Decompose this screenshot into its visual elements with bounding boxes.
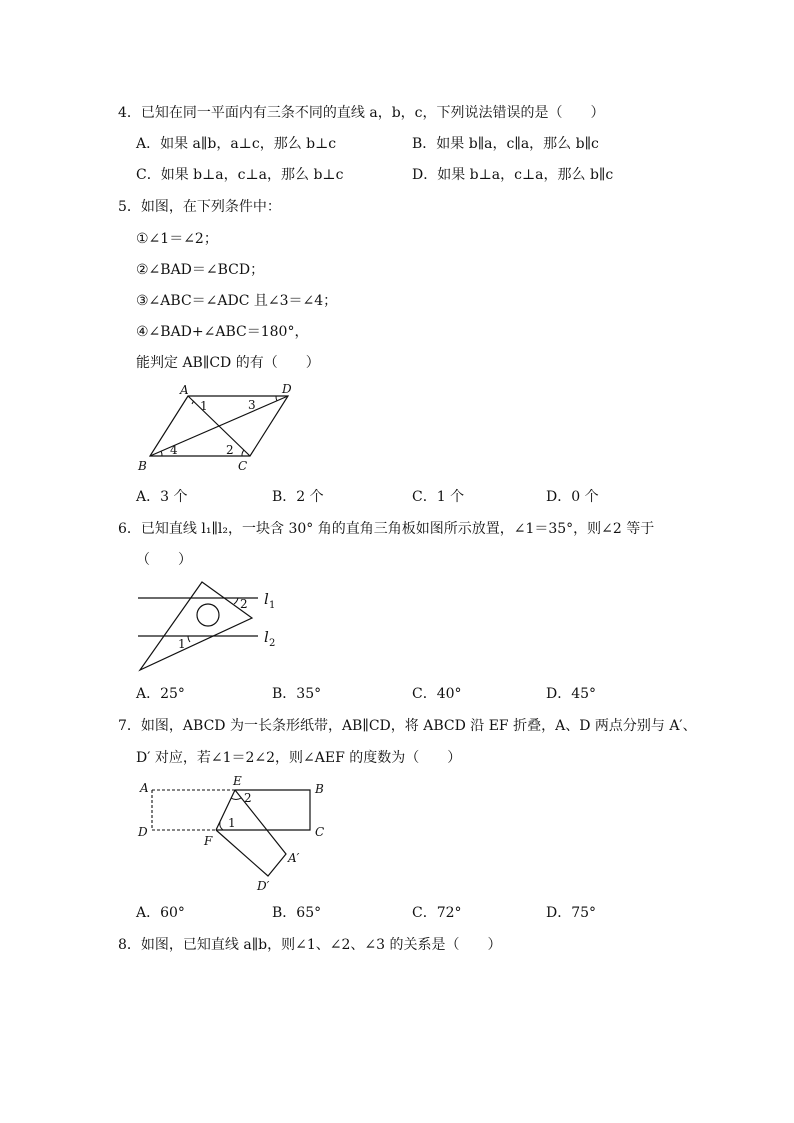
q6-angle-1-arc <box>188 636 190 642</box>
q5-label-angle-3: 3 <box>248 398 256 412</box>
q5-diagonal-ac <box>188 396 250 456</box>
q6-stem-blank: （ ） <box>136 552 192 568</box>
q7-folded-strip-figure <box>130 772 340 897</box>
q5-stem: 5．如图，在下列条件中： <box>118 199 281 215</box>
q5-label-d: D <box>282 382 292 396</box>
q7-label-f: F <box>204 834 213 848</box>
q6-label-l2: l <box>264 628 269 646</box>
q7-option-b: B．65° <box>272 905 322 921</box>
q7-label-e: E <box>233 774 242 788</box>
q6-option-a: A．25° <box>136 686 185 702</box>
q6-stem: 6．已知直线 l₁∥l₂，一块含 30° 角的直角三角板如图所示放置，∠1＝35°，则∠2 等于 <box>118 521 655 537</box>
q6-label-angle-2: 2 <box>240 597 248 611</box>
q5-angle-2-arc <box>242 450 244 456</box>
q4-option-c: C．如果 b⊥a，c⊥a，那么 b⊥c <box>136 167 344 183</box>
q5-label-angle-1: 1 <box>200 399 208 413</box>
q4-option-a: A．如果 a∥b，a⊥c，那么 b⊥c <box>136 136 337 152</box>
q5-condition-2: ②∠BAD＝∠BCD； <box>136 262 265 278</box>
q6-angle-2-arc <box>234 598 238 604</box>
q6-triangle <box>140 582 252 670</box>
q7-label-a: A <box>140 781 149 795</box>
q7-angle-2-arc <box>231 798 241 800</box>
q7-option-d: D．75° <box>546 905 597 921</box>
q5-angle-1-arc <box>192 401 194 404</box>
q5-condition-4: ④∠BAD+∠ABC＝180°， <box>136 324 309 340</box>
q5-label-angle-4: 4 <box>170 443 178 457</box>
q7-label-angle-1: 1 <box>228 816 236 830</box>
q6-set-square-figure <box>130 578 290 673</box>
q7-label-c: C <box>315 825 325 839</box>
q5-label-c: C <box>238 459 248 473</box>
q4-option-b: B．如果 b∥a，c∥a，那么 b∥c <box>412 136 599 152</box>
q5-option-c: C．1 个 <box>412 489 465 505</box>
q6-label-angle-1: 1 <box>178 637 186 651</box>
q7-label-angle-2: 2 <box>244 791 252 805</box>
q5-option-a: A．3 个 <box>136 489 188 505</box>
q5-label-a: A <box>180 383 189 397</box>
q5-angle-3-arc <box>276 396 277 401</box>
q7-label-b: B <box>315 782 324 796</box>
q7-label-a-prime: A′ <box>288 851 300 865</box>
q7-stem-line2: D′ 对应，若∠1＝2∠2，则∠AEF 的度数为（ ） <box>136 750 462 766</box>
q6-triangle-hole <box>197 604 219 626</box>
q4-stem: 4．已知在同一平面内有三条不同的直线 a，b，c，下列说法错误的是（ ） <box>118 105 605 121</box>
q5-option-b: B．2 个 <box>272 489 324 505</box>
q5-condition-3: ③∠ABC＝∠ADC 且∠3＝∠4； <box>136 293 338 309</box>
q6-option-b: B．35° <box>272 686 322 702</box>
q6-label-l1-sub: 1 <box>269 600 276 611</box>
q7-label-d: D <box>138 825 148 839</box>
q5-angle-4-arc <box>161 451 162 456</box>
q5-label-angle-2: 2 <box>226 443 234 457</box>
q8-stem: 8．如图，已知直线 a∥b，则∠1、∠2、∠3 的关系是（ ） <box>118 937 502 953</box>
q5-condition-1: ①∠1＝∠2； <box>136 231 218 247</box>
q7-option-a: A．60° <box>136 905 185 921</box>
q5-label-b: B <box>138 459 147 473</box>
q7-stem: 7．如图，ABCD 为一长条形纸带，AB∥CD，将 ABCD 沿 EF 折叠，A、D 两点分别与 A′、 <box>118 718 697 734</box>
q6-label-l2-sub: 2 <box>269 638 276 649</box>
q4-option-d: D．如果 b⊥a，c⊥a，那么 b∥c <box>412 167 614 183</box>
q5-ask: 能判定 AB∥CD 的有（ ） <box>136 355 320 371</box>
q6-option-c: C．40° <box>412 686 462 702</box>
q7-angle-1-arc <box>220 822 223 830</box>
q5-option-d: D．0 个 <box>546 489 599 505</box>
q7-label-d-prime: D′ <box>257 879 270 893</box>
q6-label-l1: l <box>264 590 269 608</box>
q7-option-c: C．72° <box>412 905 462 921</box>
q5-parallelogram-figure <box>130 380 300 475</box>
q6-option-d: D．45° <box>546 686 597 702</box>
